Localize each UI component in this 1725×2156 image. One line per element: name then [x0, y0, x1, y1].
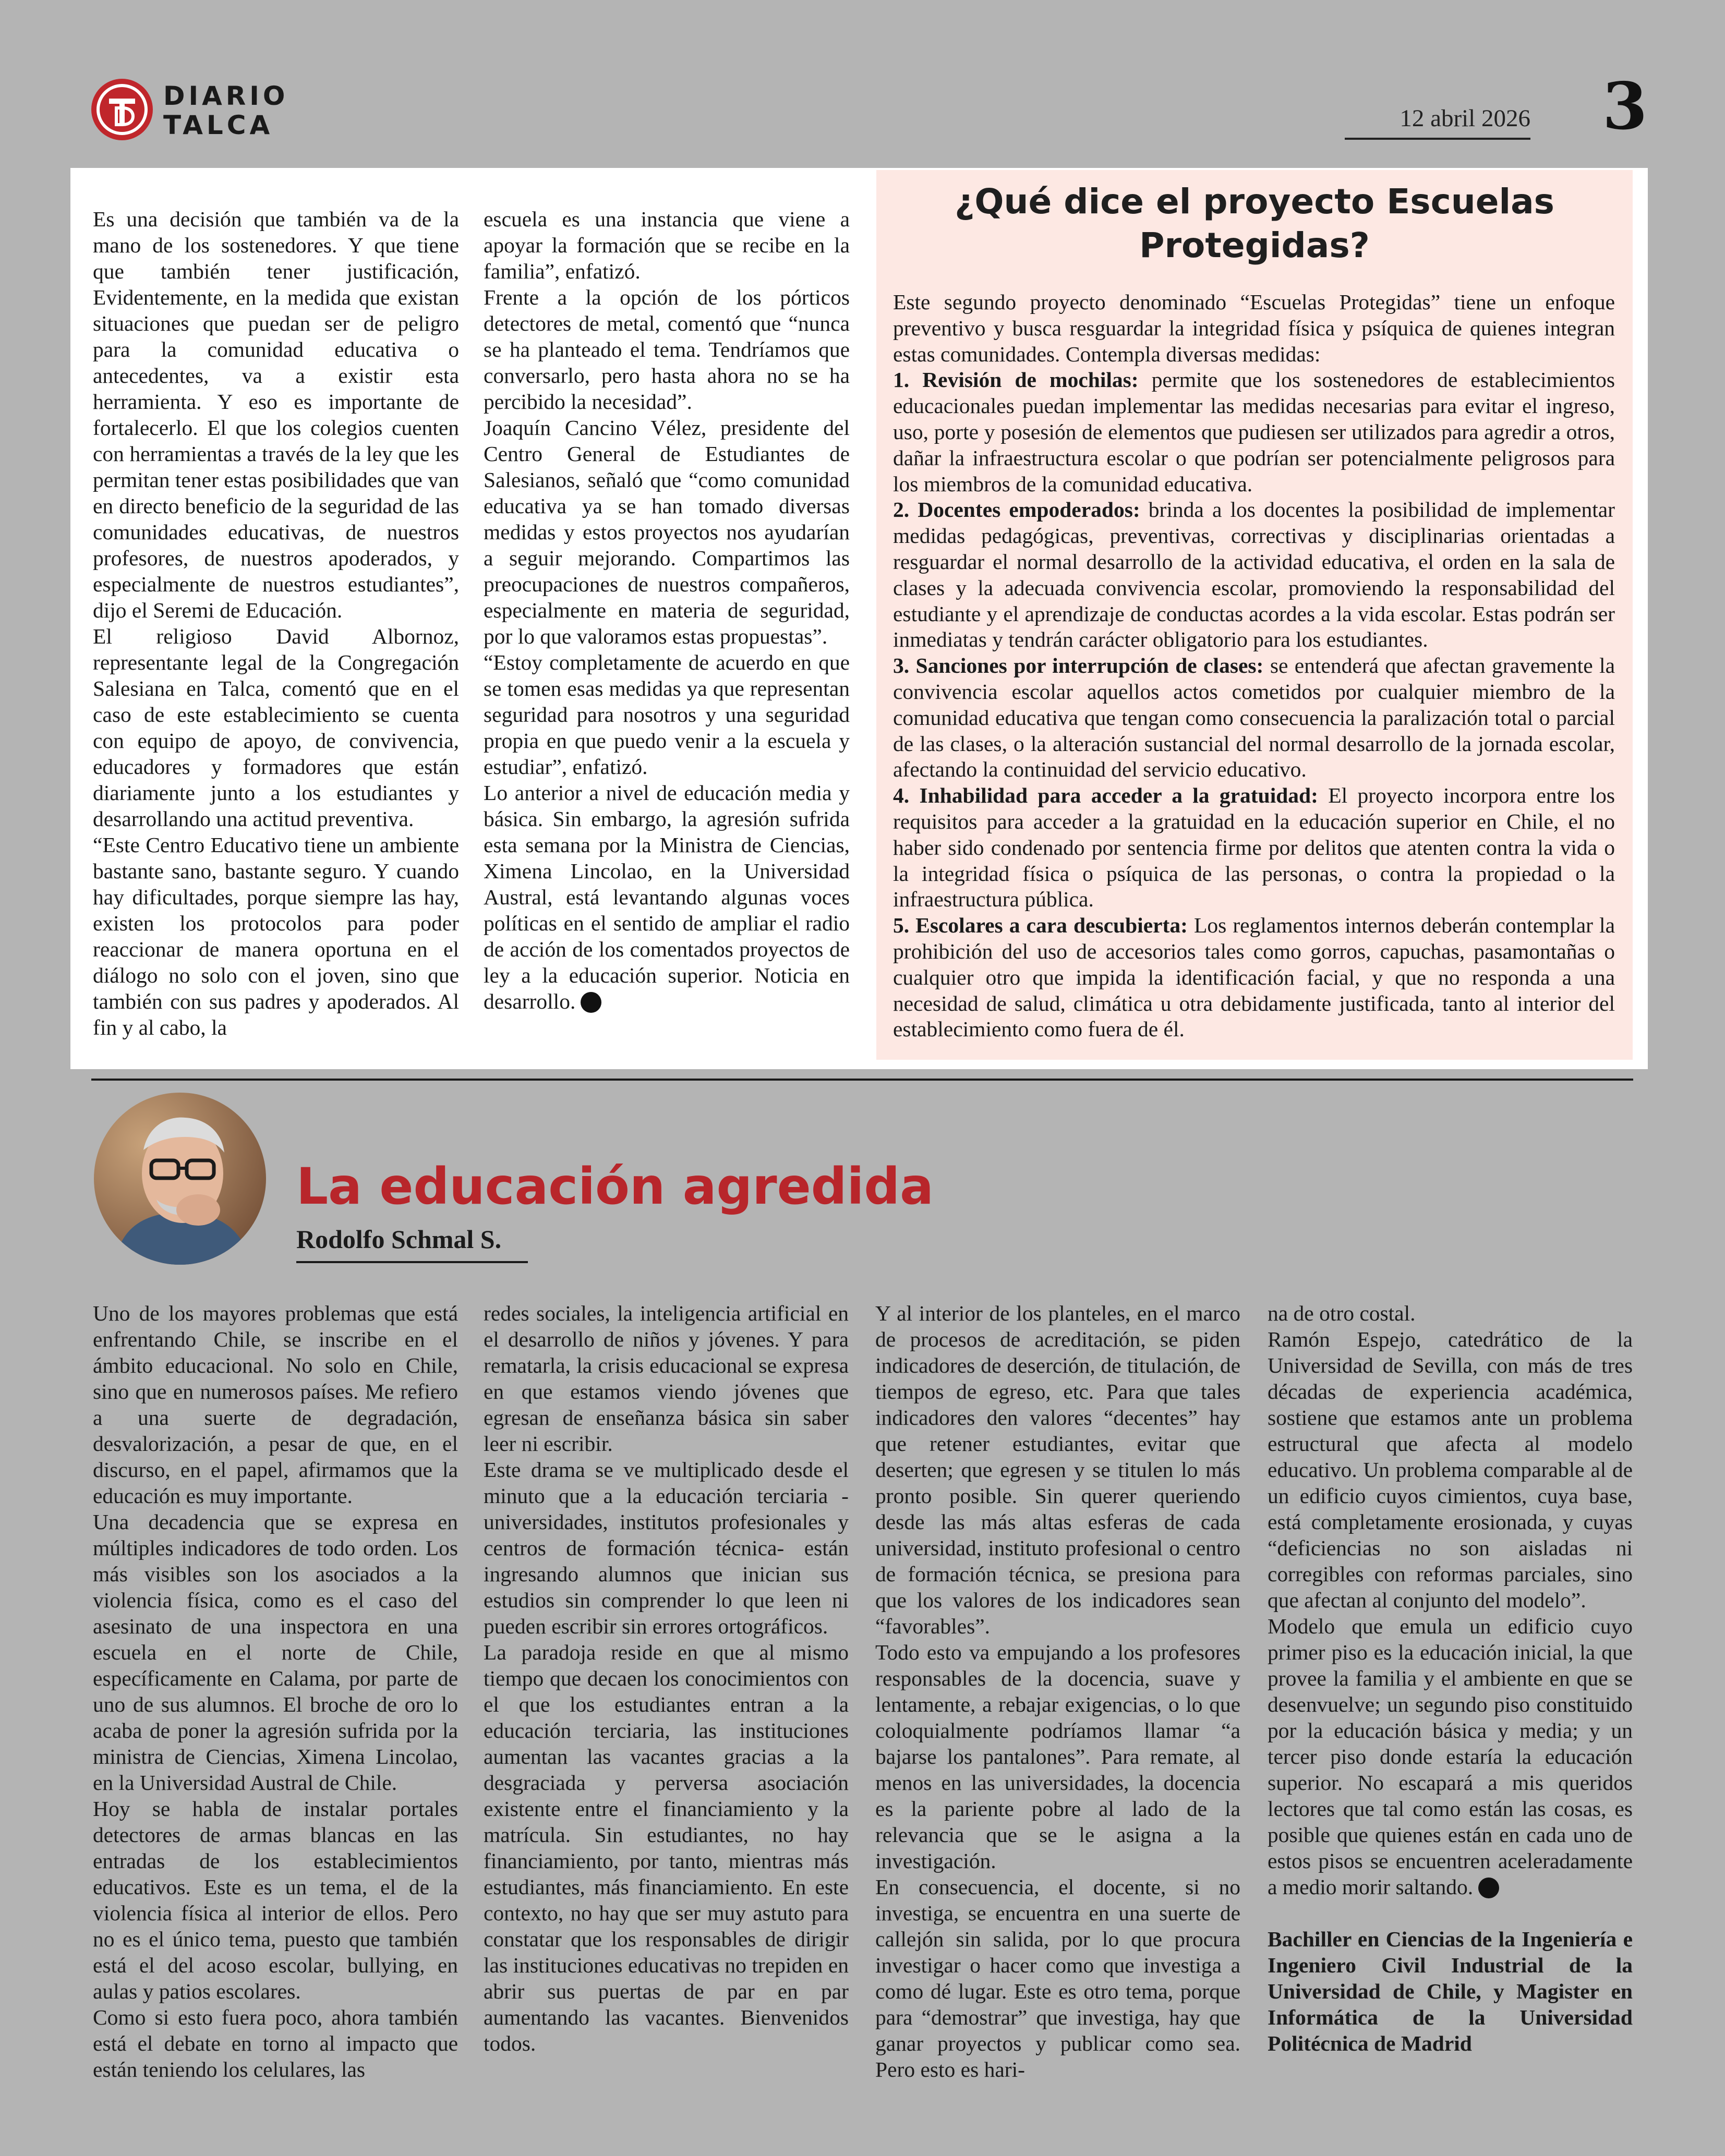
paragraph-last — [484, 780, 850, 1014]
paragraph: Uno de los mayores problemas que está enfrentando Chile, se inscribe en el ámbito educacional. No solo en Chile, sino que en numerosos países. Me refiero a una suerte de degradación, desvalorización, a pesar de que, en el discurso, en el papel, afirmamos que la educación es muy importante. — [93, 1301, 458, 1508]
paragraph-last — [1268, 1613, 1633, 1900]
page-number: 3 — [1602, 69, 1648, 144]
masthead-logo — [91, 77, 305, 142]
paragraph: Todo esto va empujando a los profesores responsables de la docencia, suave y lentamente, a rebajar exigencias, o lo que coloquialmente podríamos llamar “a bajarse los pantalones”. Para remate, al menos en las universidades, la docencia es la pariente pobre al lado de la relevancia que se le asigna a la investigación. — [875, 1640, 1240, 1873]
paragraph: El religioso David Albornoz, representante legal de la Congregación Salesiana en Talca, comentó que en el caso de este establecimiento se cuenta con equipo de apoyo, de convivencia, educadores y formadores que están diariamente junto a los estudiantes y desarrollando una actitud preventiva. — [93, 624, 459, 831]
article-column-1 — [93, 206, 459, 1040]
author-photo — [94, 1093, 266, 1265]
paragraph: Este drama se ve multiplicado desde el minuto que a la educación terciaria -universidades, institutos profesionales y centros de formación técnica- están ingresando alumnos que inician sus estudios sin comprender lo que leen ni pueden escribir sin errores ortográficos. — [484, 1458, 849, 1638]
paragraph: na de otro costal. — [1268, 1301, 1416, 1325]
paragraph: Joaquín Cancino Vélez, presidente del Centro General de Estudiantes de Salesianos, señaló que “como comunidad educativa ya se han tomado diversas medidas y estos proyectos nos ayudarían a seguir mejorando. Compartimos las preocupaciones de nuestros compañeros, especialmente en materia de seguridad, por lo que valoramos estas propuestas”. — [484, 416, 850, 648]
byline-underline — [296, 1261, 528, 1263]
paragraph: redes sociales, la inteligencia artificial en el desarrollo de niños y jóvenes. Y para rematarla, la crisis educacional se expresa en que estamos viendo jóvenes que egresan de enseñanza básica sin saber leer ni escribir. — [484, 1301, 849, 1456]
author-bio: Bachiller en Ciencias de la Ingeniería e Ingeniero Civil Industrial de la Universidad de Chile, y Magister en Informática de la Universidad Politécnica de Madrid — [1268, 1927, 1633, 2055]
sidebar-intro: Este segundo proyecto denominado “Escuelas Protegidas” tiene un enfoque preventivo y busca resguardar la integridad física y psíquica de quienes integran estas comunidades. Contempla diversas medidas: — [893, 290, 1615, 366]
sidebar-item-text: brinda a los docentes la posibilidad de implementar medidas pedagógicas, preventivas, correctivas y disciplinarias orientadas a resguardar el normal desarrollo de la actividad educativa, el orden en la sala de clases y la adecuada convivencia escolar, promoviendo la responsabilidad del estudiante y el aprendizaje de conductas acordes a la vida escolar. Estas podrán ser inmediatas y tendrán carácter obligatorio para los estudiantes. — [893, 498, 1615, 652]
column-text-2 — [484, 1300, 849, 2056]
sidebar-item-text: se entenderá que afectan gravemente la convivencia escolar aquellos actos cometidos por cualquier miembro de la comunidad educativa que tengan como consecuencia la paralización total o parcial de las clases, o la alteración sustancial del normal desarrollo de la jornada escolar, afectando la continuidad del servicio educativo. — [893, 653, 1615, 782]
logo-word-diario: DIARIO — [163, 81, 289, 111]
end-mark-icon — [1478, 1878, 1499, 1898]
sidebar-body — [893, 289, 1615, 1043]
article-column-2 — [484, 206, 850, 1014]
paragraph: Frente a la opción de los pórticos detectores de metal, comentó que “nunca se ha planteado el tema. Tendríamos que conversarlo, pero hasta ahora no se ha percibido la necesidad”. — [484, 285, 850, 414]
end-mark-icon — [581, 992, 601, 1013]
paragraph: Es una decisión que también va de la mano de los sostenedores. Y que tiene que también tener justificación, Evidentemente, en la medida que existan situaciones que puedan ser de peligro para la comunidad educativa o antecedentes, va a existir esta herramienta. Y eso es importante de fortalecerlo. El que los colegios cuenten con herramientas a través de la ley que les permitan tener estas posibilidades que van en directo beneficio de la seguridad de las comunidades educativas, de nuestros profesores, de nuestros apoderados, y especialmente de nuestros estudiantes”, dijo el Seremi de Educación. — [93, 207, 459, 622]
paragraph: Hoy se habla de instalar portales detectores de armas blancas en las entradas de los establecimientos educativos. Este es un tema, el de la violencia física al interior de ellos. Pero no es el único tema, puesto que también está el del acoso escolar, bullying, en aulas y patios escolares. — [93, 1797, 458, 2003]
column-text-4 — [1268, 1300, 1633, 2056]
issue-date: 12 abril 2026 — [1400, 105, 1530, 132]
paragraph: Y al interior de los planteles, en el marco de procesos de acreditación, se piden indicadores de deserción, de titulación, de tiempos de egreso, etc. Para que tales indicadores den valores “decentes” hay que retener estudiantes, evitar que deserten; que egresen y se titulen lo más pronto posible. Sin querer queriendo desde las más altas esferas de cada universidad, instituto profesional o centro de formación técnica, se presiona para que los valores de los indicadores sean “favorables”. — [875, 1301, 1240, 1638]
sidebar-item — [893, 367, 1615, 497]
paragraph-text: Modelo que emula un edificio cuyo primer piso es la educación inicial, la que provee la familia y el ambiente en que se desenvuelve; un segundo piso constituido por la educación básica y media; y un tercer piso donde estaría la educación superior. No escapará a mis queridos lectores que tal como están las cosas, es posible que quienes están en cada uno de estos pisos se encuentren aceleradamente a medio morir saltando. — [1268, 1614, 1633, 1899]
sidebar-title: ¿Qué dice el proyecto Escuelas Protegidas? — [955, 181, 1554, 265]
sidebar-item — [893, 783, 1615, 913]
paragraph: “Estoy completamente de acuerdo en que se tomen esas medidas ya que representan seguridad para nosotros y una seguridad propia en que puedo venir a la escuela y estudiar”, enfatizó. — [484, 650, 850, 779]
section-divider — [91, 1079, 1633, 1081]
column-headline: La educación agredida — [296, 1157, 934, 1216]
sidebar-item-text: permite que los sostenedores de establecimientos educacionales puedan implementar las medidas necesarias para evitar el ingreso, uso, porte y posesión de elementos que pudiesen ser utilizados para agredir a otros, dañar la infraestructura escolar o que podrían ser potencialmente peligrosos para los miembros de la comunidad educativa. — [893, 368, 1615, 496]
column-text-1 — [93, 1300, 458, 2082]
logo-emblem-icon — [91, 79, 153, 140]
paragraph: Ramón Espejo, catedrático de la Universidad de Sevilla, con más de tres décadas de experiencia académica, sostiene que estamos ante un problema estructural que afecta al modelo educativo. Un problema comparable al de un edificio cuyos cimientos, cuya base, está completamente erosionada, y cuyas “deficiencias no son aisladas ni corregibles con reformas parciales, sino que afectan al conjunto del modelo”. — [1268, 1327, 1633, 1612]
sidebar-item — [893, 497, 1615, 653]
date-underline — [1345, 138, 1530, 140]
paragraph: En consecuencia, el docente, si no investiga, se encuentra en una suerte de callejón sin salida, por lo que procura investigar o hacer como que investiga a como dé lugar. Este es otro tema, porque para “demostrar” que investiga, hay que ganar proyectos y publicar como sea. Pero esto es hari- — [875, 1875, 1240, 2081]
sidebar-item-text: Los reglamentos internos deberán contemplar la prohibición del uso de accesorios tales como gorros, capuchas, pasamontañas o cualquier otro que impida la identificación facial, y que no responda a una necesidad de salud, climática u otra debidamente justificada, tanto al interior del establecimiento como fuera de él. — [893, 913, 1615, 1041]
paragraph: Como si esto fuera poco, ahora también está el debate en torno al impacto que están teniendo los celulares, las — [93, 2005, 458, 2081]
sidebar-item-label: 5. Escolares a cara descubierta: — [893, 913, 1188, 938]
sidebar-item — [893, 913, 1615, 1043]
sidebar-item-label: 1. Revisión de mochilas: — [893, 368, 1139, 392]
sidebar-item-label: 4. Inhabilidad para acceder a la gratuidad: — [893, 783, 1318, 808]
sidebar-item-label: 3. Sanciones por interrupción de clases: — [893, 653, 1264, 678]
paragraph: La paradoja reside en que al mismo tiempo que decaen los conocimientos con el que los estudiantes entran a la educación terciaria, las instituciones aumentan las vacantes gracias a la desgraciada y perversa asociación existente entre el financiamiento y la matrícula. Sin estudiantes, no hay financiamiento, por tanto, mientras más estudiantes, más financiamiento. En este contexto, no hay que ser muy astuto para constatar que los responsables de dirigir las instituciones educativas no trepiden en abrir sus puertas de par en par aumentando las vacantes. Bienvenidos todos. — [484, 1640, 849, 2055]
sidebar-item-label: 2. Docentes empoderados: — [893, 498, 1140, 522]
paragraph: Una decadencia que se expresa en múltiples indicadores de todo orden. Los más visibles son los asociados a la violencia física, como es el caso del asesinato de una inspectora en una escuela en el norte de Chile, específicamente en Calama, por parte de uno de sus alumnos. El broche de oro lo acaba de poner la agresión sufrida por la ministra de Ciencias, Ximena Lincolao, en la Universidad Austral de Chile. — [93, 1510, 458, 1795]
paragraph: escuela es una instancia que viene a apoyar la formación que se recibe en la familia”, enfatizó. — [484, 207, 850, 283]
column-text-3 — [875, 1300, 1240, 2082]
paragraph: “Este Centro Educativo tiene un ambiente bastante sano, bastante seguro. Y cuando hay dificultades, porque siempre las hay, existen los protocolos para poder reaccionar de manera oportuna en el diálogo no solo con el joven, sino que también con sus padres y apoderados. Al fin y al cabo, la — [93, 833, 459, 1039]
column-author: Rodolfo Schmal S. — [296, 1225, 502, 1254]
paragraph-text: Lo anterior a nivel de educación media y básica. Sin embargo, la agresión sufrida esta semana por la Ministra de Ciencias, Ximena Lincolao, en la Universidad Austral, está levantando algunas voces políticas en el sentido de ampliar el radio de acción de los comentados proyectos de ley a la educación superior. Noticia en desarrollo. — [484, 781, 850, 1013]
sidebar-item-text: El proyecto incorpora entre los requisitos para acceder a la gratuidad en la educación superior en Chile, el no haber sido condenado por sentencia firme por delitos que atenten contra la vida o la integridad física o psíquica de las personas, o contra la propiedad o la infraestructura pública. — [893, 783, 1615, 912]
logo-word-talca: TALCA — [163, 110, 274, 140]
sidebar-item — [893, 653, 1615, 783]
